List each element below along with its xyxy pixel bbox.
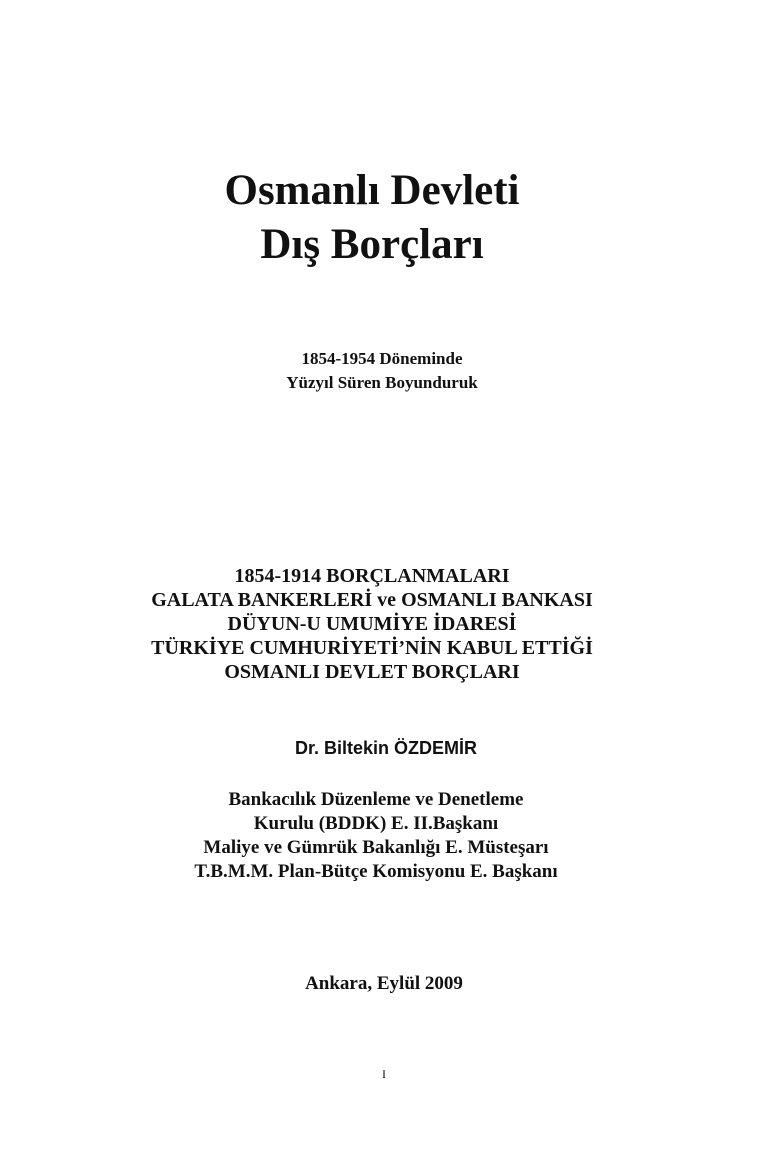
- topics-list: [0, 564, 756, 684]
- topic-line: GALATA BANKERLERİ ve OSMANLI BANKASI: [151, 589, 593, 611]
- author: [2, 736, 768, 760]
- subtitle-line-2: Yüzyıl Süren Boyunduruk: [286, 373, 478, 392]
- book-title-line-1: Osmanlı Devleti: [224, 167, 520, 214]
- author-name: Dr. Biltekin ÖZDEMİR: [294, 738, 478, 758]
- position-line: Kurulu (BDDK) E. II.Başkanı: [253, 813, 499, 834]
- page-number-text: I: [382, 1067, 386, 1081]
- page-number: [0, 1066, 768, 1082]
- author-positions: [0, 788, 760, 884]
- place-and-date: [0, 972, 768, 996]
- position-line: T.B.M.M. Plan-Bütçe Komisyonu E. Başkanı: [194, 861, 558, 882]
- topic-line: 1854-1914 BORÇLANMALARI: [234, 565, 510, 587]
- book-title: [0, 164, 756, 272]
- position-line: Maliye ve Gümrük Bakanlığı E. Müsteşarı: [203, 837, 549, 858]
- subtitle-line-1: 1854-1954 Döneminde: [301, 349, 463, 368]
- topic-line: TÜRKİYE CUMHURİYETİ’NİN KABUL ETTİĞİ: [151, 637, 593, 659]
- topic-line: DÜYUN-U UMUMİYE İDARESİ: [227, 613, 517, 635]
- topic-line: OSMANLI DEVLET BORÇLARI: [224, 661, 520, 683]
- book-title-line-2: Dış Borçları: [260, 221, 484, 268]
- position-line: Bankacılık Düzenleme ve Denetleme: [228, 789, 524, 810]
- place-date-text: Ankara, Eylül 2009: [305, 973, 463, 994]
- book-subtitle: [0, 347, 766, 395]
